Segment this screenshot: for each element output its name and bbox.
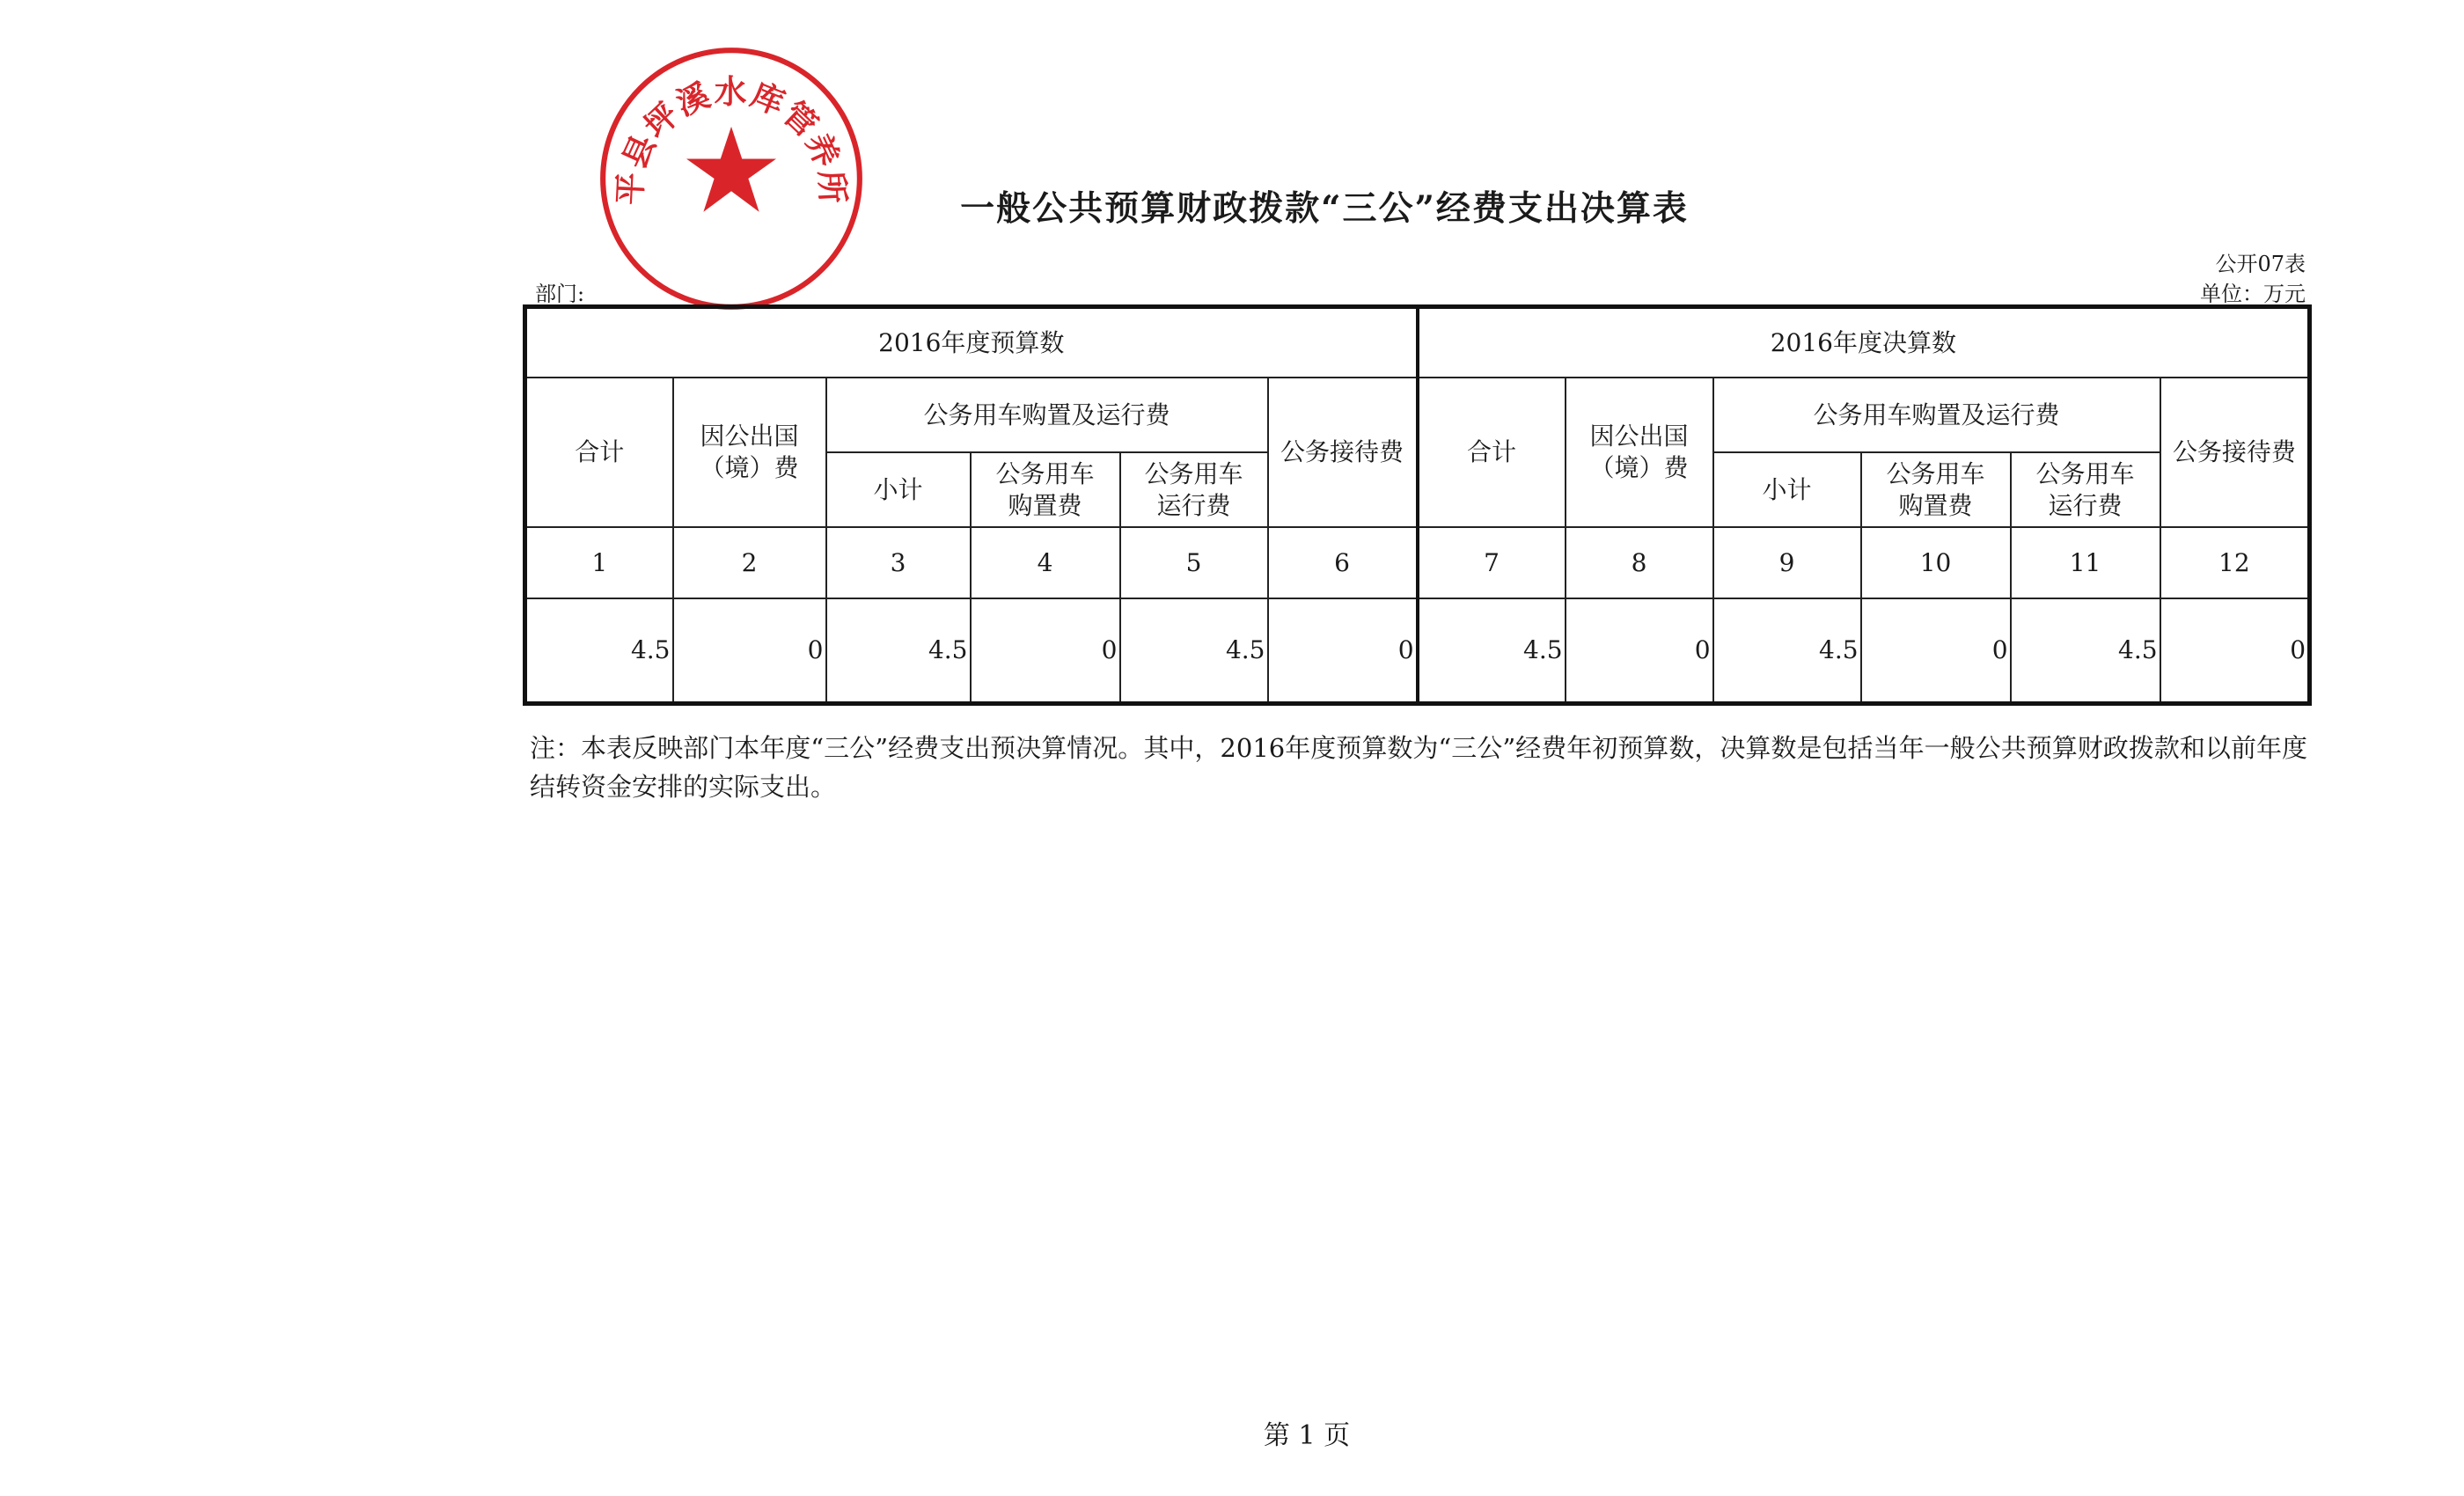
header-abroad-line1: 因公出国 [1589,422,1689,451]
index-cell: 12 [2160,527,2310,598]
header-abroad [673,378,826,527]
header-total: 合计 [1418,378,1566,527]
header-abroad-line2: （境）费 [700,453,799,483]
index-row [525,527,2310,598]
index-cell: 4 [971,527,1120,598]
header-reception: 公务接待费 [2160,378,2310,527]
header-operation [2011,452,2160,527]
department-label: 部门: [535,282,585,306]
header-purchase-line2: 购置费 [1898,490,1973,520]
index-cell: 6 [1268,527,1418,598]
value-cell: 0 [971,598,1120,703]
header-operation-line2: 运行费 [1156,490,1231,520]
header-operation-line1: 公务用车 [1144,458,1243,488]
header-purchase-line1: 公务用车 [995,458,1095,488]
header-abroad-line1: 因公出国 [700,422,799,451]
unit-label: 单位：万元 [2200,282,2306,306]
header-operation-line1: 公务用车 [2035,458,2135,488]
value-cell: 0 [2160,598,2310,703]
value-cell: 4.5 [1713,598,1861,703]
value-cell: 4.5 [826,598,971,703]
value-cell: 0 [1268,598,1418,703]
header-subtotal: 小计 [1713,452,1861,527]
index-cell: 7 [1418,527,1566,598]
value-cell: 4.5 [1120,598,1268,703]
header-final-group: 2016年度决算数 [1418,307,2310,378]
header-reception: 公务接待费 [1268,378,1418,527]
index-cell: 8 [1566,527,1713,598]
header-abroad [1566,378,1713,527]
index-cell: 5 [1120,527,1268,598]
table-note: 注：本表反映部门本年度“三公”经费支出预决算情况。其中，2016年度预算数为“三公”经费年初预算数，决算数是包括当年一般公共预算财政拨款和以前年度结转资金安排的实际支出。 [530,733,2307,802]
form-number: 公开07表 [2215,252,2306,276]
header-purchase [1861,452,2011,527]
header-total: 合计 [525,378,673,527]
header-vehicle-group: 公务用车购置及运行费 [826,378,1268,452]
header-operation-line2: 运行费 [2048,490,2123,520]
page-title: 一般公共预算财政拨款“三公”经费支出决算表 [960,188,1689,229]
official-seal [597,44,866,313]
header-vehicle-group: 公务用车购置及运行费 [1713,378,2160,452]
value-cell: 0 [1566,598,1713,703]
header-subtotal: 小计 [826,452,971,527]
page-number: 第 1 页 [1263,1420,1351,1451]
value-cell: 4.5 [1418,598,1566,703]
index-cell: 2 [673,527,826,598]
index-cell: 3 [826,527,971,598]
value-cell: 0 [673,598,826,703]
index-cell: 11 [2011,527,2160,598]
expenditure-table [523,304,2312,706]
seal-text: 平县坪溪水库管养所 [611,73,852,206]
header-abroad-line2: （境）费 [1589,453,1689,483]
header-operation [1120,452,1268,527]
header-purchase [971,452,1120,527]
value-cell: 4.5 [2011,598,2160,703]
header-purchase-line2: 购置费 [1008,490,1082,520]
index-cell: 9 [1713,527,1861,598]
index-cell: 1 [525,527,673,598]
header-budget-group: 2016年度预算数 [525,307,1418,378]
index-cell: 10 [1861,527,2011,598]
value-cell: 4.5 [525,598,673,703]
header-purchase-line1: 公务用车 [1886,458,1985,488]
value-row [525,598,2310,703]
value-cell: 0 [1861,598,2011,703]
